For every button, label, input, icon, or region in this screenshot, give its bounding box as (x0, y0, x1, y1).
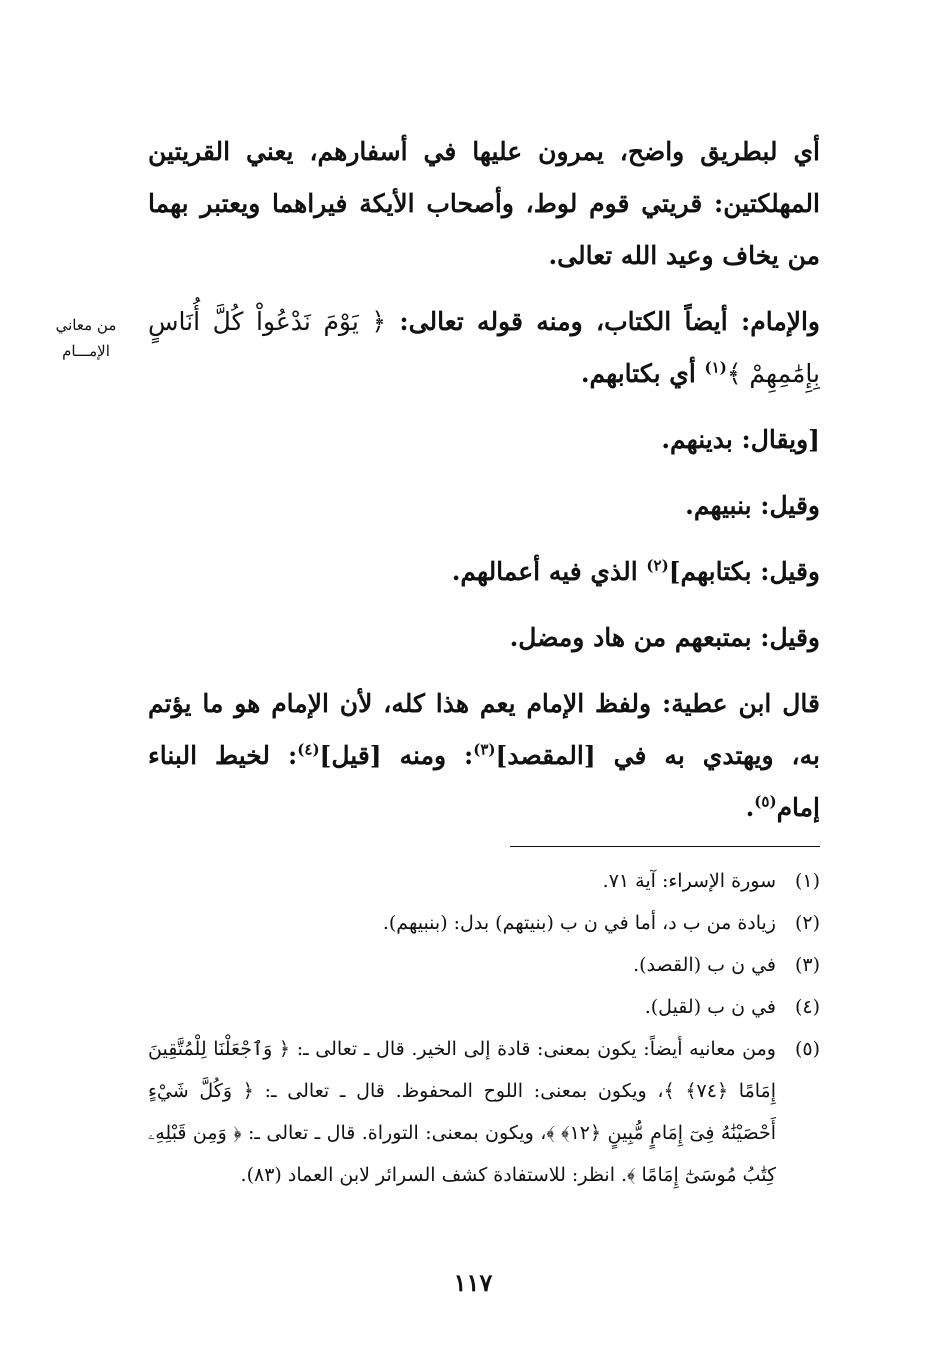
footnote-ref-2: (٢) (646, 556, 669, 575)
line-3 (148, 546, 820, 598)
footnote-ref-5: (٥) (754, 792, 777, 811)
footnote-text: في ن ب (القصد). (633, 954, 776, 976)
quran-verse: ﴿ يَوْمَ نَدْعُواْ كُلَّ أُنَاسٍ بِإِمَٰمِهِمْ ﴾ (148, 307, 820, 388)
footnote-number: (٢) (794, 912, 820, 934)
main-text (148, 126, 820, 834)
footnote-text: سورة الإسراء: آية ٧١. (602, 870, 776, 892)
line-4: وقيل: بمتبعهم من هاد ومضل. (509, 623, 820, 652)
paragraph-3-part-c: : لخيط البناء إمام (148, 741, 820, 822)
paragraph-2-intro: والإمام: أيضاً الكتاب، ومنه قوله تعالى: (399, 307, 820, 336)
footnote (148, 902, 820, 944)
footnote-text: ومن معانيه أيضاً: يكون بمعنى: قادة إلى الخير. قال ـ تعالى ـ: ﴿ وَٱجْعَلْنَا لِلْمُتَّقِينَ إِمَامًا ﴿٧٤﴾ ﴾، ويكون بمعنى: اللوح المحفوظ. قال ـ تعالى ـ: ﴿ وَكُلَّ شَيْءٍ أَحْصَيْنَٰهُ فِىٓ إِمَامٍ مُّبِينٍ ﴿١٢﴾ ﴾، ويكون بمعنى: التوراة. قال ـ تعالى ـ: ﴿ وَمِن قَبْلِهِۦ كِتَٰبُ مُوسَىٰٓ إِمَامًا ﴾. انظر: للاستفادة كشف السرائر لابن العماد (٨٣). (148, 1038, 777, 1186)
footnote-number: (١) (794, 870, 820, 892)
footnote-ref-3: (٣) (473, 740, 496, 759)
paragraph-2 (148, 296, 820, 400)
footnote-text: زيادة من ب د، أما في ن ب (بنيتهم) بدل: (بنبيهم). (382, 912, 776, 934)
paragraph-3-part-b: : ومنه [قيل] (319, 741, 474, 770)
paragraph-2-tail: أي بكتابهم. (580, 359, 696, 388)
line-1: [ويقال: بدينهم. (661, 425, 820, 454)
paragraph-3-part-a: قال ابن عطية: ولفظ الإمام يعم هذا كله، لأن الإمام هو ما يؤتم به، ويهتدي به في [المقصد] (148, 689, 820, 770)
margin-note (36, 312, 136, 364)
footnote-number: (٣) (794, 954, 820, 976)
footnote-separator (510, 846, 820, 847)
page-number: ١١٧ (453, 1268, 493, 1297)
footnote-text: في ن ب (لقيل). (644, 996, 776, 1018)
margin-note-line-1: من معاني (55, 316, 117, 334)
paragraph-3-part-d: . (745, 793, 755, 822)
footnotes (148, 860, 820, 1196)
footnote-ref-4: (٤) (297, 740, 320, 759)
footnote (148, 1028, 820, 1196)
footnote-ref-1: (١) (704, 358, 727, 377)
margin-note-line-2: الإمـــام (62, 342, 110, 360)
paragraph-1: أي لبطريق واضح، يمرون عليها في أسفارهم، يعني القريتين المهلكتين: قريتي قوم لوط، وأصحاب الأيكة فيراهما ويعتبر بهما من يخاف وعيد الله تعالى. (148, 137, 820, 270)
footnote-number: (٤) (794, 996, 820, 1018)
line-3-tail: الذي فيه أعمالهم. (451, 557, 638, 586)
footnote (148, 860, 820, 902)
line-2: وقيل: بنبيهم. (685, 491, 820, 520)
footnote (148, 944, 820, 986)
paragraph-3 (148, 678, 820, 834)
footnote (148, 986, 820, 1028)
line-3-intro: وقيل: بكتابهم] (668, 557, 820, 586)
footnote-number: (٥) (794, 1038, 820, 1060)
